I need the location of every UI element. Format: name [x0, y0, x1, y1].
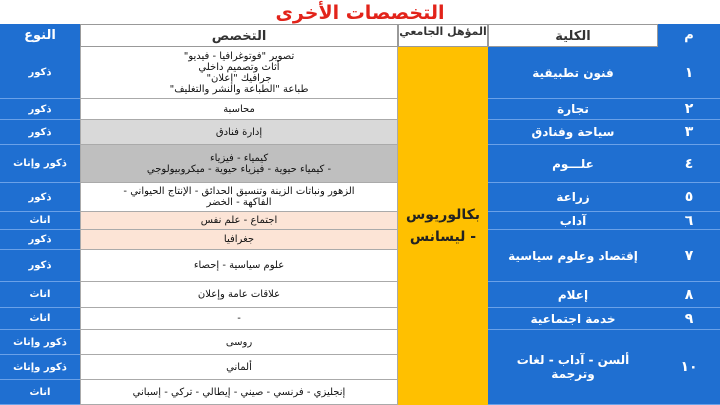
specialization-cell — [80, 282, 398, 308]
college-name: زراعة — [488, 183, 658, 212]
degree-line1: بكالوريوس — [405, 207, 481, 223]
specialization-cell — [80, 230, 398, 250]
college-name: إقتصاد وعلوم سياسية — [488, 230, 658, 282]
college-number: ٧ — [658, 230, 720, 282]
specialization-cell — [80, 308, 398, 330]
specialization-text: روسى — [225, 336, 253, 348]
specialization-text: الفاكهة - الخضر — [206, 197, 272, 208]
specialization-text: اجتماع - علم نفس — [200, 215, 278, 226]
gender-cell: ذكور — [0, 250, 80, 282]
college-number: ٣ — [658, 120, 720, 145]
college-name: فنون تطبيقية — [488, 47, 658, 99]
college-number: ٩ — [658, 308, 720, 330]
specialization-cell — [80, 145, 398, 183]
header-college: الكلية — [488, 24, 658, 47]
specialization-text: جرافيك "إعلان" — [206, 72, 272, 84]
specialization-cell — [80, 47, 398, 99]
college-number: ٥ — [658, 183, 720, 212]
specialization-text: - كيمياء حيوية - فيزياء حيوية - ميكروبيولوجي — [146, 163, 332, 175]
specialization-cell — [80, 250, 398, 282]
specialization-text: جغرافيا — [223, 234, 255, 245]
college-number: ٤ — [658, 145, 720, 183]
specialization-text: - — [237, 313, 241, 324]
college-name: إعلام — [488, 282, 658, 308]
specialization-cell — [80, 330, 398, 355]
gender-cell: ذكور — [0, 120, 80, 145]
college-number: ٨ — [658, 282, 720, 308]
gender-cell: ذكور — [0, 183, 80, 212]
specialization-cell — [80, 183, 398, 212]
specialization-cell — [80, 380, 398, 405]
specialization-cell — [80, 99, 398, 120]
specialization-text: علوم سياسية - إحصاء — [193, 260, 285, 271]
specialization-text: كيمياء - فيزياء — [209, 152, 269, 164]
college-number: ١٠ — [658, 330, 720, 405]
gender-cell: ذكور وإناث — [0, 145, 80, 183]
header-qualification: المؤهل الجامعي — [398, 24, 488, 47]
specialization-text: الزهور ونباتات الزينة وتنسيق الحدائق - الإنتاج الحيواني - — [123, 186, 355, 197]
header-specialization: التخصص — [80, 24, 398, 47]
gender-cell: ذكور — [0, 99, 80, 120]
specialization-text: إدارة فنادق — [215, 126, 263, 138]
college-name: تجارة — [488, 99, 658, 120]
gender-cell: اناث — [0, 282, 80, 308]
college-name: ألسن - آداب - لغات وترجمة — [488, 330, 658, 405]
college-number: ٢ — [658, 99, 720, 120]
specialization-text: تصوير "فوتوغرافيا - فيديو" — [183, 50, 295, 62]
gender-cell: ذكور وإناث — [0, 330, 80, 355]
college-name: آداب — [488, 212, 658, 230]
header-gender: النوع — [0, 24, 80, 47]
specialization-cell — [80, 212, 398, 230]
specialization-text: محاسبة — [223, 103, 255, 115]
specialization-text: علاقات عامة وإعلان — [197, 289, 281, 300]
degree-line2: - ليسانس — [409, 229, 477, 245]
page-title: التخصصات الأخرى — [275, 2, 445, 24]
gender-cell: اناث — [0, 380, 80, 405]
header-number: م — [658, 24, 720, 47]
gender-cell: ذكور وإناث — [0, 355, 80, 380]
specialization-text: إنجليزي - فرنسي - صيني - إيطالي - تركي - إسباني — [132, 386, 346, 398]
specialization-text: ألماني — [226, 361, 252, 373]
specialization-text: أثاث وتصميم داخلي — [198, 61, 280, 73]
specialization-text: طباعة "الطباعة والنشر والتغليف" — [169, 83, 309, 95]
college-number: ٦ — [658, 212, 720, 230]
gender-cell: ذكور — [0, 230, 80, 250]
degree-cell — [398, 47, 488, 405]
college-number: ١ — [658, 47, 720, 99]
gender-cell: اناث — [0, 212, 80, 230]
gender-cell: اناث — [0, 308, 80, 330]
college-name: سياحة وفنادق — [488, 120, 658, 145]
college-name: علـــوم — [488, 145, 658, 183]
specialization-cell — [80, 120, 398, 145]
gender-cell: ذكور — [0, 47, 80, 99]
specialization-cell — [80, 355, 398, 380]
college-name: خدمة اجتماعية — [488, 308, 658, 330]
